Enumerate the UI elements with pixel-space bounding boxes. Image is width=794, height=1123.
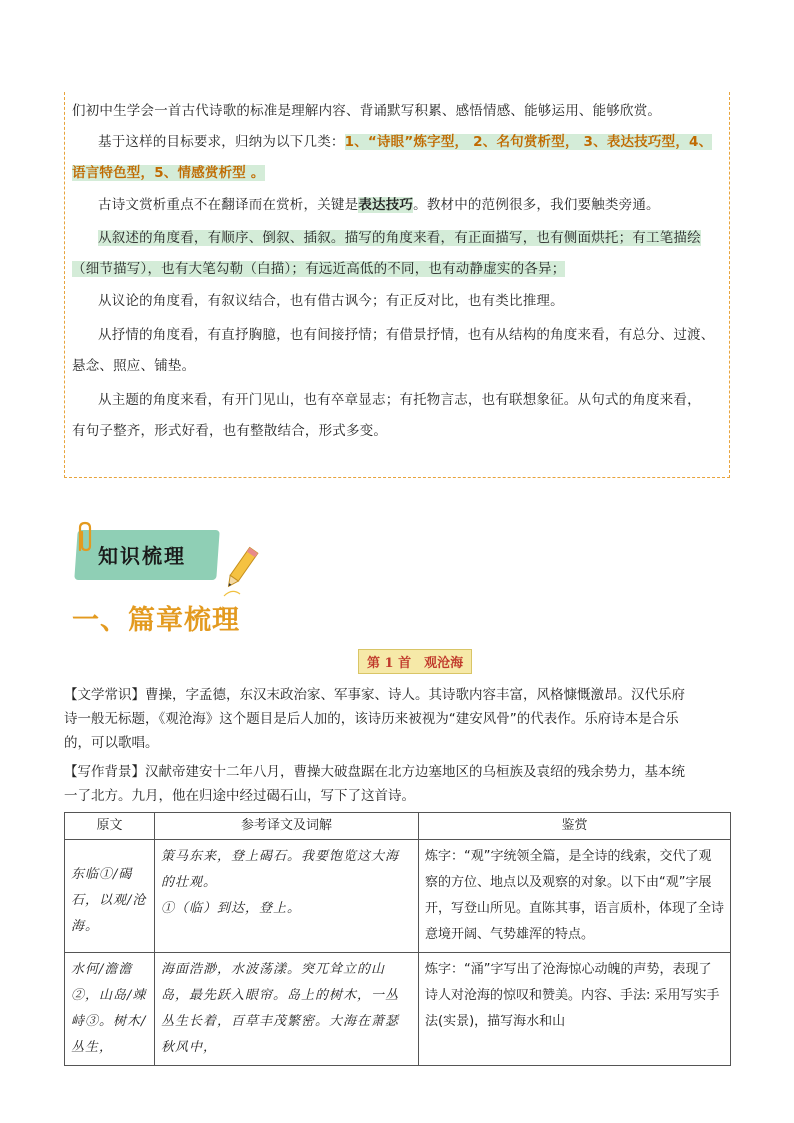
translation-cell: 海面浩渺，水波荡漾。突兀耸立的山岛，最先跃入眼帘。岛上的树木，一丛丛生长着，百草丰茂繁密。大海在萧瑟秋风中， [155, 953, 419, 1066]
intro-paragraph-3: 古诗文赏析重点不在翻译而在赏析，关键是表达技巧。教材中的范例很多，我们要触类旁通。 [98, 197, 660, 213]
intro-paragraph-2: 基于这样的目标要求，归纳为以下几类：1、“诗眼”炼字型， 2、名句赏析型， 3、表达技巧型，4、 [98, 134, 713, 150]
knowledge-tag [70, 520, 260, 600]
word-note: ①（临）到达，登上。 [161, 901, 302, 916]
intro-paragraph-6: 从抒情的角度看，有直抒胸臆，也有间接抒情；有借景抒情，也有从结构的角度来看，有总分、过渡、 [98, 327, 715, 343]
intro-paragraph-2-cont: 语言特色型，5、情感赏析型 。 [72, 165, 265, 181]
intro-paragraph-4-cont: （细节描写），也有大笔勾勒（白描）；有远近高低的不同，也有动静虚实的各异； [72, 261, 566, 277]
intro-paragraph-6-cont: 悬念、照应、铺垫。 [72, 358, 196, 374]
table-header-row [65, 813, 731, 840]
header-appreciation: 鉴赏 [419, 813, 731, 840]
poem-title-tag: 第 1 首 观沧海 [358, 649, 472, 674]
info-line-4: 【写作背景】汉献帝建安十二年八月，曹操大破盘踞在北方边塞地区的乌桓族及袁绍的残余势力，基本统 [64, 764, 685, 780]
paperclip-icon [70, 520, 100, 556]
poem-table [64, 812, 731, 1066]
appreciation-cell: 炼字：“观”字统领全篇，是全诗的线索，交代了观察的方位、地点以及观察的对象。以下由“观”字展开，写登山所见。直陈其事，语言质朴，体现了全诗意境开阔、气势雄浑的特点。 [419, 840, 731, 953]
intro-paragraph-7-cont: 有句子整齐，形式好看，也有整散结合，形式多变。 [72, 423, 388, 439]
info-line-3: 的，可以歌唱。 [64, 735, 159, 751]
translation-text: 策马东来，登上碣石。我要饱览这大海的壮观。 [161, 849, 400, 890]
pencil-icon [220, 542, 260, 598]
info-line-2: 诗一般无标题，《观沧海》这个题目是后人加的，该诗历来被视为“建安风骨”的代表作。乐府诗本是合乐 [64, 711, 679, 727]
intro-paragraph-5: 从议论的角度看，有叙议结合，也有借古讽今；有正反对比，也有类比推理。 [98, 293, 564, 309]
header-translation: 参考译文及词解 [155, 813, 419, 840]
table-row [65, 953, 731, 1066]
info-line-5: 一了北方。九月，他在归途中经过碣石山，写下了这首诗。 [64, 788, 415, 804]
translation-cell [155, 840, 419, 953]
info-line-1: 【文学常识】曹操，字孟德，东汉末政治家、军事家、诗人。其诗歌内容丰富，风格慷慨激昂。汉代乐府 [64, 687, 685, 703]
original-cell: 水何/澹澹②，山岛/竦峙③。树木/丛生， [65, 953, 155, 1066]
table-row [65, 840, 731, 953]
intro-paragraph-7: 从主题的角度来看，有开门见山，也有卒章显志；有托物言志，也有联想象征。从句式的角度来看， [98, 392, 701, 408]
intro-paragraph-1: 们初中生学会一首古代诗歌的标准是理解内容、背诵默写积累、感悟情感、能够运用、能够欣赏。 [72, 103, 662, 119]
header-original: 原文 [65, 813, 155, 840]
tag-label: 知识梳理 [98, 544, 186, 568]
original-cell: 东临①/碣石，以观/沧海。 [65, 840, 155, 953]
intro-paragraph-4: 从叙述的角度看，有顺序、倒叙、插叙。描写的角度来看，有正面描写，也有侧面烘托；有工笔描绘 [98, 230, 701, 246]
section-title: 一、篇章梳理 [72, 605, 240, 636]
appreciation-cell: 炼字：“涌”字写出了沧海惊心动魄的声势，表现了诗人对沧海的惊叹和赞美。内容、手法: 采用写实手法(实景)，描写海水和山 [419, 953, 731, 1066]
